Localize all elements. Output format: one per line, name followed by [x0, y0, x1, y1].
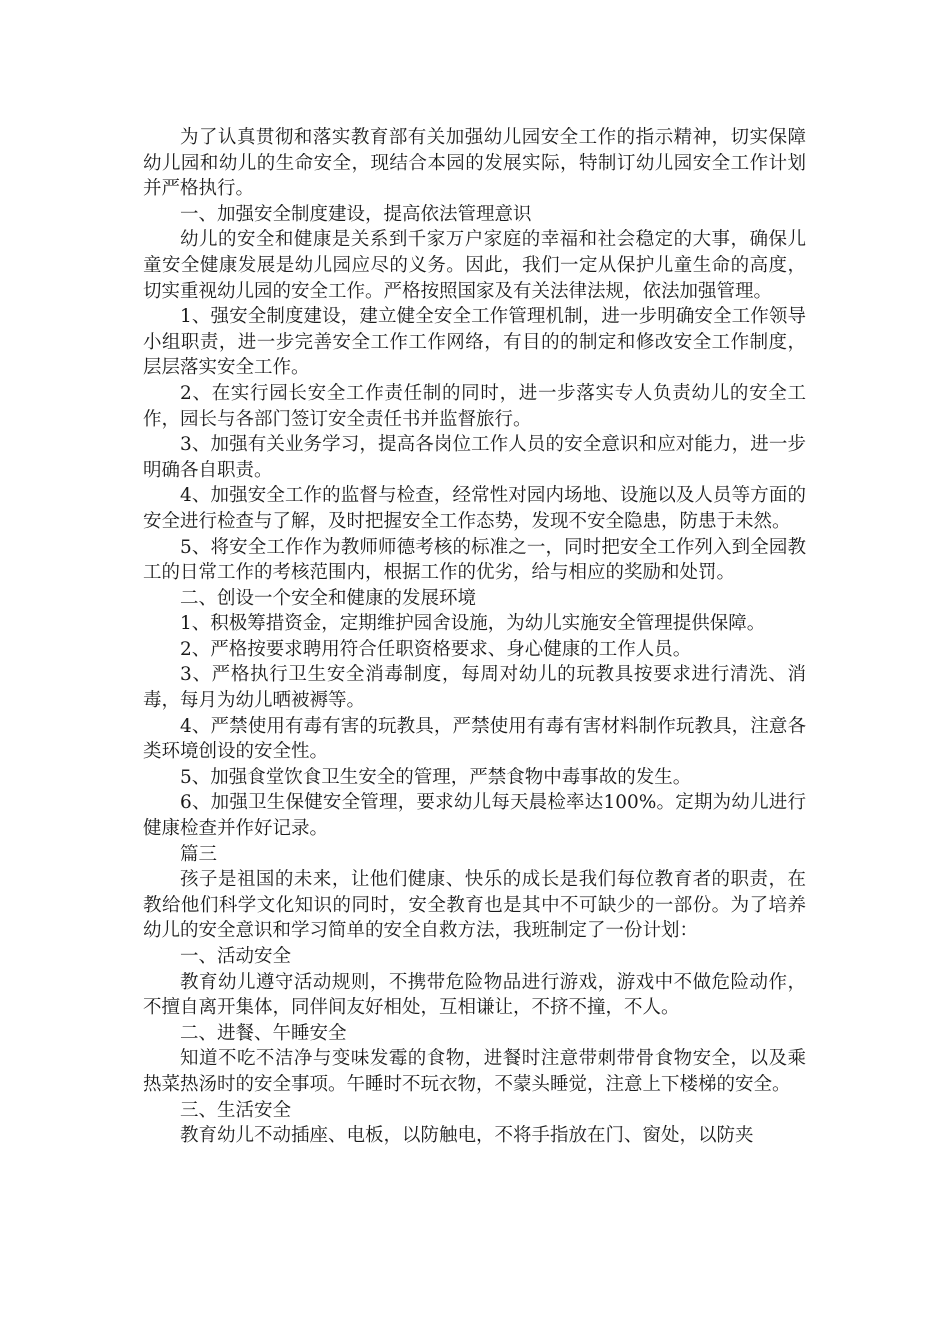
body-paragraph: 幼儿的安全和健康是关系到千家万户家庭的幸福和社会稳定的大事，确保儿童安全健康发展是幼儿园应尽的义务。因此，我们一定从保护儿童生命的高度，切实重视幼儿园的安全工作。严格按照国家及有关法律法规，依法加强管理。	[143, 229, 806, 302]
list-item: 4、加强安全工作的监督与检查，经常性对园内场地、设施以及人员等方面的安全进行检查与了解，及时把握安全工作态势，发现不安全隐患，防患于未然。	[143, 485, 806, 532]
list-item: 2、严格按要求聘用符合任职资格要求、身心健康的工作人员。	[180, 638, 692, 660]
list-item: 2、在实行园长安全工作责任制的同时，进一步落实专人负责幼儿的安全工作，园长与各部门签订安全责任书并监督旅行。	[143, 382, 806, 430]
list-item: 5、将安全工作作为教师师德考核的标准之一，同时把安全工作列入到全园教工的日常工作的考核范围内，根据工作的优劣，给与相应的奖励和处罚。	[143, 536, 806, 584]
body-paragraph: 孩子是祖国的未来，让他们健康、快乐的成长是我们每位教育者的职责，在教给他们科学文化知识的同时，安全教育也是其中不可缺少的一部份。为了培养幼儿的安全意识和学习简单的安全自救方法，我班制定了一份计划：	[143, 869, 806, 942]
document-body	[143, 125, 806, 1149]
list-item: 1、积极筹措资金，定期维护园舍设施，为幼儿实施安全管理提供保障。	[180, 613, 766, 635]
list-item: 1、强安全制度建设，建立健全安全工作管理机制，进一步明确安全工作领导小组职责，进一步完善安全工作工作网络，有目的的制定和修改安全工作制度，层层落实安全工作。	[143, 306, 806, 379]
intro-paragraph: 为了认真贯彻和落实教育部有关加强幼儿园安全工作的指示精神，切实保障幼儿园和幼儿的生命安全，现结合本园的发展实际，特制订幼儿园安全工作计划并严格执行。	[143, 127, 806, 200]
part-heading: 篇三	[180, 843, 218, 865]
section-heading-meal: 二、进餐、午睡安全	[180, 1022, 347, 1044]
section-heading-2: 二、创设一个安全和健康的发展环境	[180, 587, 477, 609]
list-item: 5、加强食堂饮食卫生安全的管理，严禁食物中毒事故的发生。	[180, 766, 692, 788]
section-heading-activity: 一、活动安全	[180, 946, 292, 967]
list-item: 4、严禁使用有毒有害的玩教具，严禁使用有毒有害材料制作玩教具，注意各类环境创设的安全性。	[143, 715, 806, 763]
section-heading-life: 三、生活安全	[180, 1099, 292, 1121]
body-paragraph: 知道不吃不洁净与变味发霉的食物，进餐时注意带刺带骨食物安全，以及乘热菜热汤时的安全事项。午睡时不玩衣物，不蒙头睡觉，注意上下楼梯的安全。	[143, 1048, 806, 1095]
body-paragraph: 教育幼儿不动插座、电板，以防触电，不将手指放在门、窗处，以防夹	[180, 1125, 754, 1147]
section-heading-1: 一、加强安全制度建设，提高依法管理意识	[180, 203, 532, 225]
body-paragraph: 教育幼儿遵守活动规则，不携带危险物品进行游戏，游戏中不做危险动作，不擅自离开集体，同伴间友好相处，互相谦让，不挤不撞，不人。	[143, 971, 806, 1019]
list-item: 3、严格执行卫生安全消毒制度，每周对幼儿的玩教具按要求进行清洗、消毒，每月为幼儿晒被褥等。	[143, 664, 806, 712]
list-item: 3、加强有关业务学习，提高各岗位工作人员的安全意识和应对能力，进一步明确各自职责。	[143, 434, 806, 481]
list-item: 6、加强卫生保健安全管理，要求幼儿每天晨检率达100%。定期为幼儿进行健康检查并作好记录。	[143, 792, 806, 840]
